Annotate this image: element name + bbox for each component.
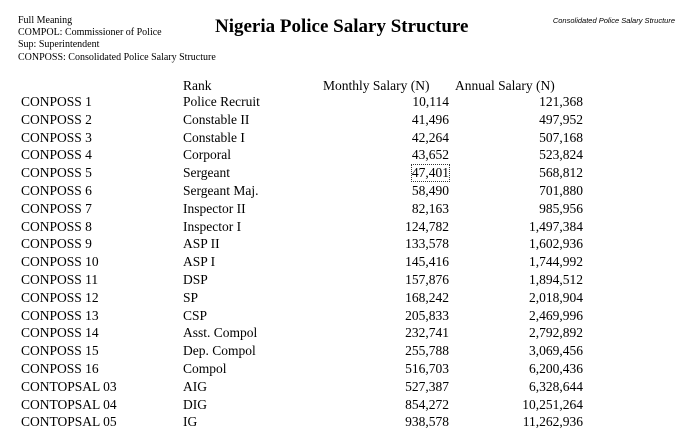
annual-salary-cell: 10,251,264 — [522, 396, 583, 412]
rank-cell: IG — [183, 414, 198, 430]
annual-salary-cell: 1,894,512 — [529, 271, 583, 287]
rank-cell: Sergeant — [183, 165, 230, 181]
rank-cell: DSP — [183, 271, 208, 287]
monthly-salary-cell: 232,741 — [405, 325, 449, 341]
column-header-rank: Rank — [183, 78, 212, 93]
monthly-salary-cell: 82,163 — [411, 200, 449, 216]
rank-cell: Inspector II — [183, 200, 246, 216]
monthly-salary-cell: 41,496 — [411, 111, 449, 127]
table-row — [0, 361, 681, 379]
table-row — [0, 94, 681, 112]
annual-salary-cell: 1,602,936 — [529, 236, 583, 252]
grade-code-cell: CONPOSS 13 — [21, 307, 99, 323]
monthly-salary-cell: 516,703 — [405, 360, 449, 376]
table-row — [0, 397, 681, 415]
corner-note: Consolidated Police Salary Structure — [552, 16, 675, 25]
table-row — [0, 308, 681, 326]
grade-code-cell: CONTOPSAL 03 — [21, 378, 117, 394]
grade-code-cell: CONPOSS 5 — [21, 165, 92, 181]
column-header-monthly-salary: Monthly Salary (N) — [323, 78, 430, 93]
legend-line: CONPOSS: Consolidated Police Salary Structure — [18, 51, 216, 63]
monthly-salary-cell: 157,876 — [405, 271, 449, 287]
monthly-salary-cell: 10,114 — [412, 94, 449, 109]
legend-line: Sup: Superintendent — [18, 39, 100, 51]
salary-table — [0, 94, 681, 432]
page-title: Nigeria Police Salary Structure — [215, 16, 469, 37]
column-header-annual-salary: Annual Salary (N) — [455, 78, 555, 93]
monthly-salary-cell: 124,782 — [405, 218, 449, 234]
table-row — [0, 219, 681, 237]
rank-cell: Corporal — [183, 147, 231, 163]
monthly-salary-cell: 854,272 — [405, 396, 449, 412]
grade-code-cell: CONPOSS 16 — [21, 360, 99, 376]
table-row — [0, 343, 681, 361]
rank-cell: AIG — [183, 378, 207, 394]
rank-cell: ASP I — [183, 254, 216, 270]
table-row — [0, 236, 681, 254]
annual-salary-cell: 2,469,996 — [529, 307, 583, 323]
rank-cell: Dep. Compol — [183, 343, 256, 359]
monthly-salary-cell: 43,652 — [411, 147, 449, 163]
annual-salary-cell: 121,368 — [539, 94, 583, 109]
rank-cell: CSP — [183, 307, 208, 323]
table-row — [0, 254, 681, 272]
monthly-salary-cell: 205,833 — [405, 307, 449, 323]
grade-code-cell: CONTOPSAL 04 — [21, 396, 117, 412]
grade-code-cell: CONPOSS 6 — [21, 182, 92, 198]
annual-salary-cell: 6,328,644 — [529, 378, 583, 394]
monthly-salary-cell: 168,242 — [405, 289, 449, 305]
rank-cell: Sergeant Maj. — [183, 182, 259, 198]
table-row — [0, 147, 681, 165]
grade-code-cell: CONPOSS 7 — [21, 200, 92, 216]
grade-code-cell: CONPOSS 14 — [21, 325, 99, 341]
rank-cell: Constable II — [183, 111, 250, 127]
legend-line: COMPOL: Commissioner of Police — [18, 27, 162, 39]
table-row — [0, 112, 681, 130]
annual-salary-cell: 568,812 — [539, 165, 583, 181]
rank-cell: Constable I — [183, 129, 245, 145]
monthly-salary-cell: 47,401 — [411, 165, 449, 181]
table-row — [0, 183, 681, 201]
table-row — [0, 414, 681, 432]
grade-code-cell: CONPOSS 11 — [21, 271, 99, 287]
table-row — [0, 325, 681, 343]
rank-cell: Compol — [183, 360, 227, 376]
annual-salary-cell: 985,956 — [539, 200, 583, 216]
monthly-salary-cell: 133,578 — [405, 236, 449, 252]
monthly-salary-cell: 527,387 — [405, 378, 449, 394]
rank-cell: ASP II — [183, 236, 220, 252]
monthly-salary-cell: 58,490 — [411, 182, 449, 198]
rank-cell: SP — [183, 289, 199, 305]
table-row — [0, 130, 681, 148]
grade-code-cell: CONPOSS 2 — [21, 111, 92, 127]
grade-code-cell: CONPOSS 12 — [21, 289, 99, 305]
monthly-salary-cell: 145,416 — [405, 254, 449, 270]
table-row — [0, 201, 681, 219]
grade-code-cell: CONPOSS 9 — [21, 236, 92, 252]
table-row — [0, 272, 681, 290]
grade-code-cell: CONPOSS 8 — [21, 218, 92, 234]
rank-cell: Inspector I — [183, 218, 242, 234]
annual-salary-cell: 3,069,456 — [529, 343, 583, 359]
annual-salary-cell: 497,952 — [539, 111, 583, 127]
grade-code-cell: CONPOSS 4 — [21, 147, 92, 163]
annual-salary-cell: 6,200,436 — [529, 360, 583, 376]
table-row — [0, 379, 681, 397]
grade-code-cell: CONPOSS 10 — [21, 254, 99, 270]
rank-cell: Asst. Compol — [183, 325, 258, 341]
annual-salary-cell: 507,168 — [539, 129, 583, 145]
rank-cell: Police Recruit — [183, 94, 260, 109]
grade-code-cell: CONPOSS 15 — [21, 343, 99, 359]
annual-salary-cell: 11,262,936 — [522, 414, 583, 430]
annual-salary-cell: 2,792,892 — [529, 325, 583, 341]
monthly-salary-cell: 938,578 — [405, 414, 449, 430]
annual-salary-cell: 701,880 — [539, 182, 583, 198]
grade-code-cell: CONPOSS 3 — [21, 129, 92, 145]
annual-salary-cell: 2,018,904 — [529, 289, 583, 305]
table-row — [0, 290, 681, 308]
monthly-salary-cell: 42,264 — [411, 129, 449, 145]
annual-salary-cell: 523,824 — [539, 147, 583, 163]
annual-salary-cell: 1,744,992 — [529, 254, 583, 270]
grade-code-cell: CONTOPSAL 05 — [21, 414, 117, 430]
grade-code-cell: CONPOSS 1 — [21, 94, 92, 109]
legend-heading: Full Meaning — [18, 15, 73, 26]
annual-salary-cell: 1,497,384 — [529, 218, 583, 234]
rank-cell: DIG — [183, 396, 207, 412]
monthly-salary-cell: 255,788 — [405, 343, 449, 359]
legend — [18, 15, 216, 64]
table-row — [0, 165, 681, 183]
